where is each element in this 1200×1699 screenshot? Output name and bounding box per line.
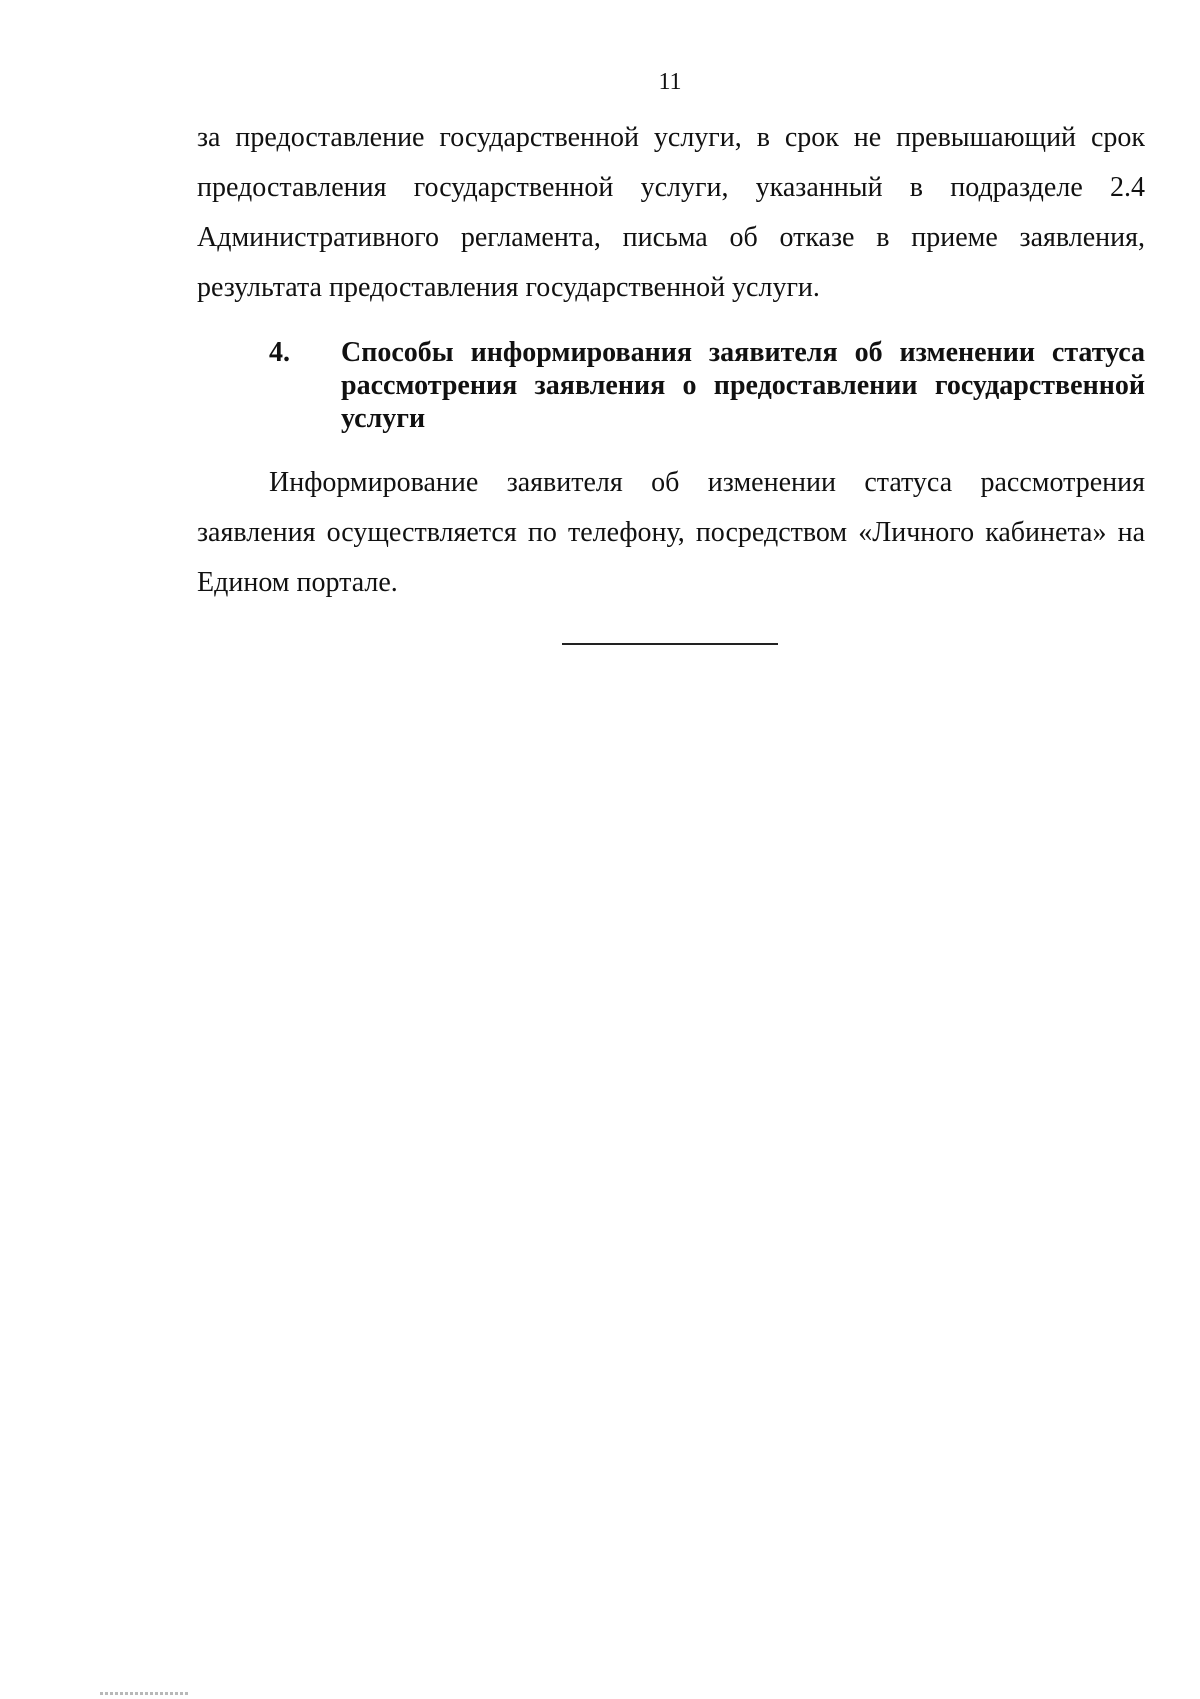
paragraph-informing: [197, 458, 1145, 608]
paragraph-text: Информирование заявителя об изменении статуса рассмотрения заявления осуществляется по телефону, посредством «Личного кабинета» на Едином портале.: [197, 467, 1145, 598]
end-of-document-rule: [562, 643, 778, 645]
section-number: 4.: [269, 337, 290, 368]
paragraph-text: за предоставление государственной услуги, в срок не превышающий срок предоставления государственной услуги, указанный в подразделе 2.4 Административного регламента, письма об отказе в приеме заявления, результата предоставления государственной услуги.: [197, 122, 1145, 303]
section-title: Способы информирования заявителя об изменении статуса рассмотрения заявления о предоставлении государственной услуги: [341, 337, 1145, 434]
scan-artifact: [100, 1692, 190, 1695]
section-heading: [197, 336, 1145, 435]
paragraph-continuation: [197, 113, 1145, 313]
page-number: 11: [658, 69, 682, 95]
